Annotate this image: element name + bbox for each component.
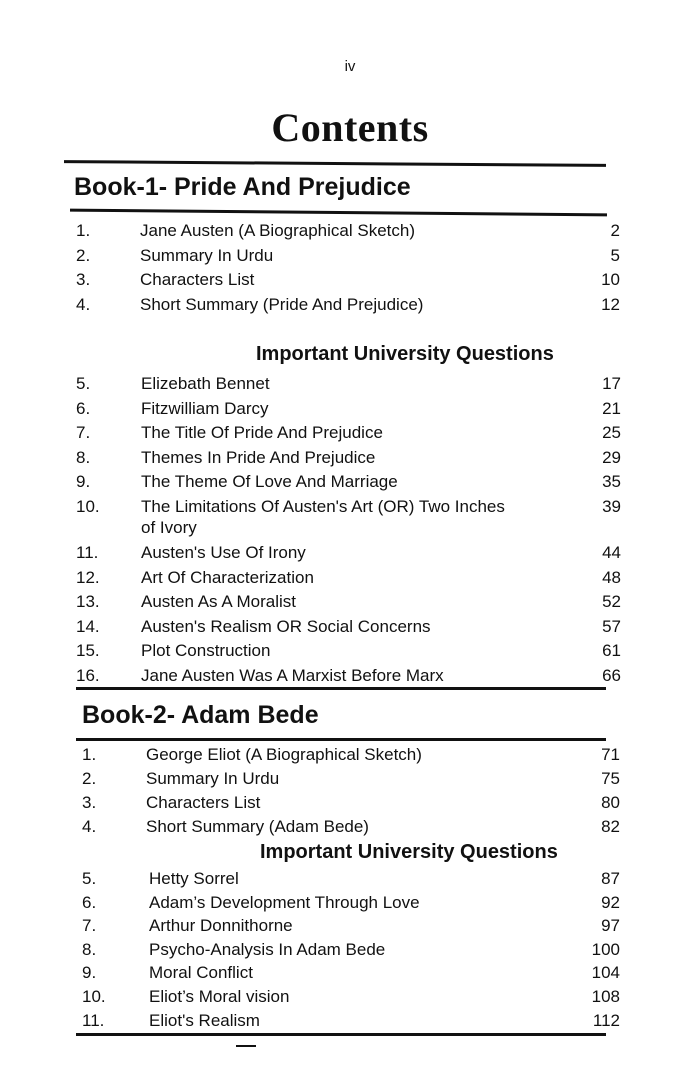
toc-entry-number: 13. <box>76 592 100 611</box>
toc-entry-title: The Theme Of Love And Marriage <box>141 472 398 491</box>
toc-entry-page: 5 <box>610 246 620 265</box>
rule-bottom-book2 <box>76 1033 606 1036</box>
toc-entry-title-continued: of Ivory <box>141 518 197 537</box>
toc-entry-page: 66 <box>602 666 621 685</box>
toc-entry-page: 92 <box>601 893 620 912</box>
toc-entry-number: 8. <box>82 940 97 959</box>
toc-entry-title: Arthur Donnithorne <box>149 916 293 935</box>
toc-entry-title: Austen As A Moralist <box>141 592 296 611</box>
toc-entry-number: 9. <box>76 472 91 491</box>
toc-entry-title: Eliot’s Moral vision <box>149 987 290 1006</box>
toc-entry-number: 1. <box>82 745 97 764</box>
toc-entry-page: 10 <box>601 270 620 289</box>
toc-entry-title: The Title Of Pride And Prejudice <box>141 423 383 442</box>
toc-entry-page: 82 <box>601 817 620 836</box>
toc-entry-title: Short Summary (Adam Bede) <box>146 817 369 836</box>
toc-entry-title: Art Of Characterization <box>141 568 314 587</box>
toc-entry-number: 5. <box>82 869 97 888</box>
toc-entry-page: 57 <box>602 617 621 636</box>
toc-entry-page: 29 <box>602 448 621 467</box>
toc-entry-number: 5. <box>76 374 91 393</box>
toc-entry-number: 15. <box>76 641 100 660</box>
toc-entry-number: 2. <box>82 769 97 788</box>
toc-entry-number: 10. <box>82 987 106 1006</box>
toc-entry-number: 6. <box>76 399 91 418</box>
toc-entry-number: 14. <box>76 617 100 636</box>
toc-entry-page: 21 <box>602 399 621 418</box>
toc-entry-title: Eliot's Realism <box>149 1011 260 1030</box>
toc-entry-title: Austen's Use Of Irony <box>141 543 306 562</box>
toc-entry-number: 12. <box>76 568 100 587</box>
toc-entry-number: 8. <box>76 448 91 467</box>
toc-entry-title: Hetty Sorrel <box>149 869 239 888</box>
book2-section-heading: Important University Questions <box>260 841 558 863</box>
book1-section-heading: Important University Questions <box>256 343 554 365</box>
toc-entry-title: Plot Construction <box>141 641 271 660</box>
toc-entry-title: Summary In Urdu <box>146 769 280 788</box>
rule-under-book2-heading <box>76 738 606 741</box>
toc-entry-title: Adam’s Development Through Love <box>149 893 420 912</box>
toc-entry-title: Themes In Pride And Prejudice <box>141 448 376 467</box>
toc-entry-title: Jane Austen (A Biographical Sketch) <box>140 221 415 240</box>
book2-heading: Book-2- Adam Bede <box>82 701 319 729</box>
toc-entry-number: 6. <box>82 893 97 912</box>
toc-entry-title: Austen's Realism OR Social Concerns <box>141 617 431 636</box>
toc-entry-page: 48 <box>602 568 621 587</box>
toc-entry-page: 44 <box>602 543 621 562</box>
toc-entry-number: 7. <box>76 423 91 442</box>
toc-entry-title: The Limitations Of Austen's Art (OR) Two Inches <box>141 497 505 516</box>
toc-entry-number: 4. <box>82 817 97 836</box>
toc-entry-page: 100 <box>591 940 620 959</box>
toc-entry-number: 7. <box>82 916 97 935</box>
toc-entry-page: 97 <box>601 916 620 935</box>
toc-entry-page: 61 <box>602 641 621 660</box>
toc-entry-page: 12 <box>601 295 620 314</box>
toc-entry-title: Fitzwilliam Darcy <box>141 399 269 418</box>
toc-entry-page: 104 <box>591 963 620 982</box>
toc-entry-page: 2 <box>610 221 620 240</box>
toc-entry-title: Moral Conflict <box>149 963 253 982</box>
toc-entry-page: 71 <box>601 745 620 764</box>
toc-entry-page: 17 <box>602 374 621 393</box>
toc-entry-title: George Eliot (A Biographical Sketch) <box>146 745 422 764</box>
toc-entry-page: 80 <box>601 793 620 812</box>
rule-bottom-book1 <box>76 687 606 690</box>
page-title: Contents <box>271 105 429 150</box>
bottom-mark <box>236 1045 256 1047</box>
toc-entry-number: 1. <box>76 221 91 240</box>
toc-entry-title: Characters List <box>146 793 261 812</box>
toc-entry-number: 3. <box>76 270 91 289</box>
toc-entry-page: 87 <box>601 869 620 888</box>
toc-entry-page: 52 <box>602 592 621 611</box>
toc-entry-page: 108 <box>591 987 620 1006</box>
toc-entry-number: 3. <box>82 793 97 812</box>
page-number: iv <box>344 58 356 75</box>
book1-heading: Book-1- Pride And Prejudice <box>74 173 411 201</box>
toc-entry-page: 35 <box>602 472 621 491</box>
toc-entry-number: 11. <box>82 1011 105 1030</box>
toc-entry-number: 10. <box>76 497 100 516</box>
rule-under-book1-heading <box>70 209 607 217</box>
toc-entry-number: 16. <box>76 666 100 685</box>
toc-entry-page: 25 <box>602 423 621 442</box>
toc-entry-page: 112 <box>592 1011 620 1030</box>
toc-entry-page: 39 <box>602 497 621 516</box>
toc-entry-page: 75 <box>601 769 620 788</box>
toc-entry-title: Jane Austen Was A Marxist Before Marx <box>141 666 444 685</box>
rule-top-book1 <box>64 160 606 167</box>
toc-entry-number: 2. <box>76 246 91 265</box>
toc-entry-title: Summary In Urdu <box>140 246 274 265</box>
toc-entry-number: 11. <box>76 543 99 562</box>
toc-entry-title: Short Summary (Pride And Prejudice) <box>140 295 424 314</box>
toc-entry-number: 4. <box>76 295 91 314</box>
toc-entry-title: Elizebath Bennet <box>141 374 270 393</box>
toc-entry-title: Psycho-Analysis In Adam Bede <box>149 940 386 959</box>
toc-entry-number: 9. <box>82 963 97 982</box>
toc-entry-title: Characters List <box>140 270 255 289</box>
